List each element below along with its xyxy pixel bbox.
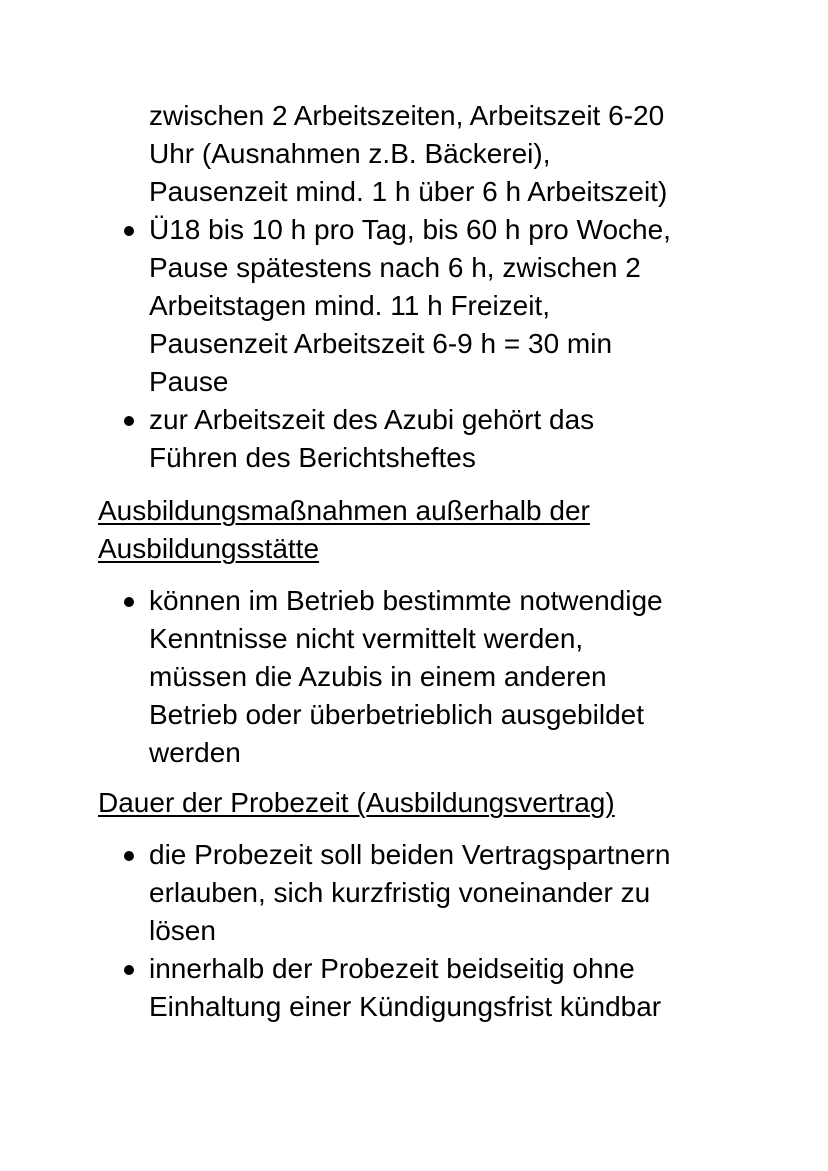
text-line: zur Arbeitszeit des Azubi gehört das [149, 404, 595, 435]
bullet-list-working-hours [98, 211, 798, 477]
list-item [98, 401, 798, 477]
text-line: Betrieb oder überbetrieblich ausgebildet [149, 699, 644, 730]
text-line: lösen [149, 915, 216, 946]
text-line: Führen des Berichtsheftes [149, 442, 476, 473]
text-line: Pause spätestens nach 6 h, zwischen 2 [149, 252, 641, 283]
text-line: Kenntnisse nicht vermittelt werden, [149, 623, 584, 654]
bullet-icon [124, 597, 134, 607]
text-line: Einhaltung einer Kündigungsfrist kündbar [149, 991, 662, 1022]
text-line: müssen die Azubis in einem anderen [149, 661, 607, 692]
list-item [98, 950, 798, 1026]
heading-line: Ausbildungsstätte [98, 533, 320, 564]
bullet-list-ausbildungsmassnahmen [98, 582, 798, 772]
text-line: können im Betrieb bestimmte notwendige [149, 585, 663, 616]
bullet-list-probezeit [98, 836, 798, 1026]
text-line: innerhalb der Probezeit beidseitig ohne [149, 953, 635, 984]
text-line: zwischen 2 Arbeitszeiten, Arbeitszeit 6-20 [149, 100, 665, 131]
text-line: Arbeitstagen mind. 11 h Freizeit, [149, 290, 551, 321]
text-line: Pausenzeit mind. 1 h über 6 h Arbeitszeit) [149, 176, 668, 207]
bullet-icon [124, 226, 134, 236]
list-item [98, 211, 798, 401]
bullet-icon [124, 416, 134, 426]
bullet-icon [124, 965, 134, 975]
text-line: die Probezeit soll beiden Vertragspartnern [149, 839, 671, 870]
text-line: Ü18 bis 10 h pro Tag, bis 60 h pro Woche, [149, 214, 671, 245]
continued-list-item [98, 97, 798, 211]
text-line: werden [149, 737, 241, 768]
text-line: Uhr (Ausnahmen z.B. Bäckerei), [149, 138, 551, 169]
section-heading-ausbildungsmassnahmen [98, 492, 718, 568]
bullet-icon [124, 851, 134, 861]
text-line: Pause [149, 366, 229, 397]
list-item [98, 582, 798, 772]
text-line: erlauben, sich kurzfristig voneinander zu [149, 877, 651, 908]
text-line: Pausenzeit Arbeitszeit 6-9 h = 30 min [149, 328, 613, 359]
heading-line: Dauer der Probezeit (Ausbildungsvertrag) [98, 787, 615, 818]
heading-line: Ausbildungsmaßnahmen außerhalb der [98, 495, 590, 526]
section-heading-probezeit [98, 784, 718, 822]
list-item [98, 836, 798, 950]
